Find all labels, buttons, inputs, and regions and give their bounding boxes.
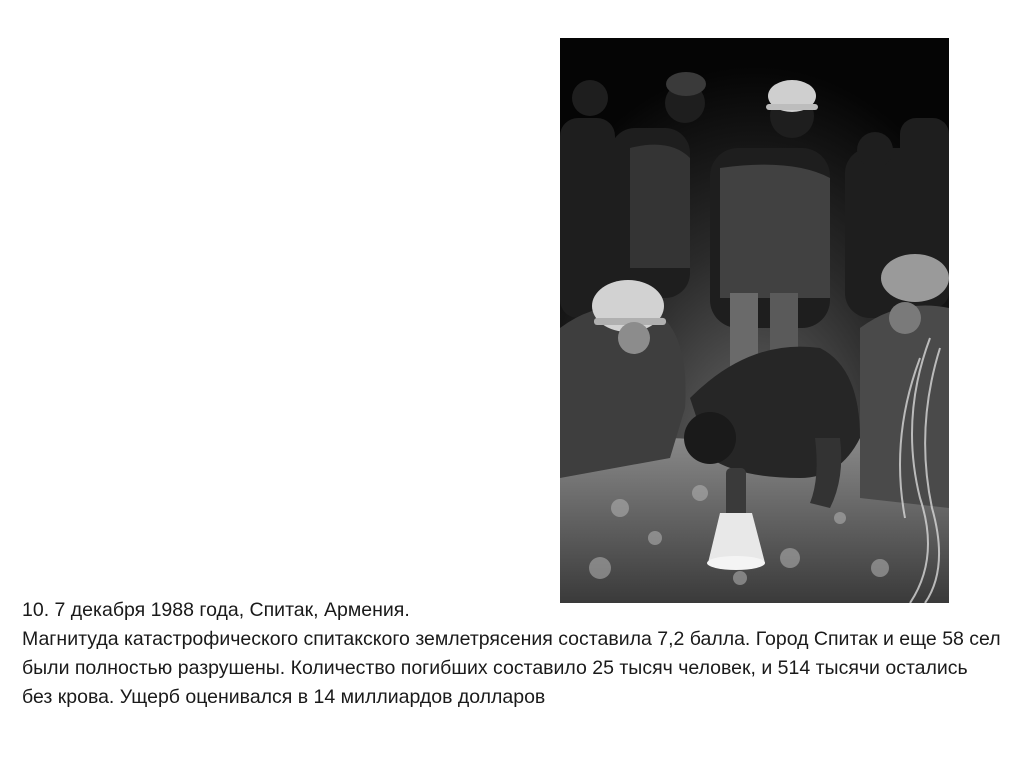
caption-title: 10. 7 декабря 1988 года, Спитак, Армения. xyxy=(22,599,410,621)
caption-body: Магнитуда катастрофического спитакского землетрясения составила 7,2 балла. Город Спитак и еще 58 сел были полностью разрушены. Количество погибших составило 25 тысяч человек, и 514 тысячи остались без крова. Ущерб оценивался в 14 миллиардов долларов xyxy=(22,628,1001,708)
earthquake-rescue-photo xyxy=(560,38,949,603)
photo-illustration xyxy=(560,38,949,603)
slide-caption xyxy=(22,596,1002,712)
